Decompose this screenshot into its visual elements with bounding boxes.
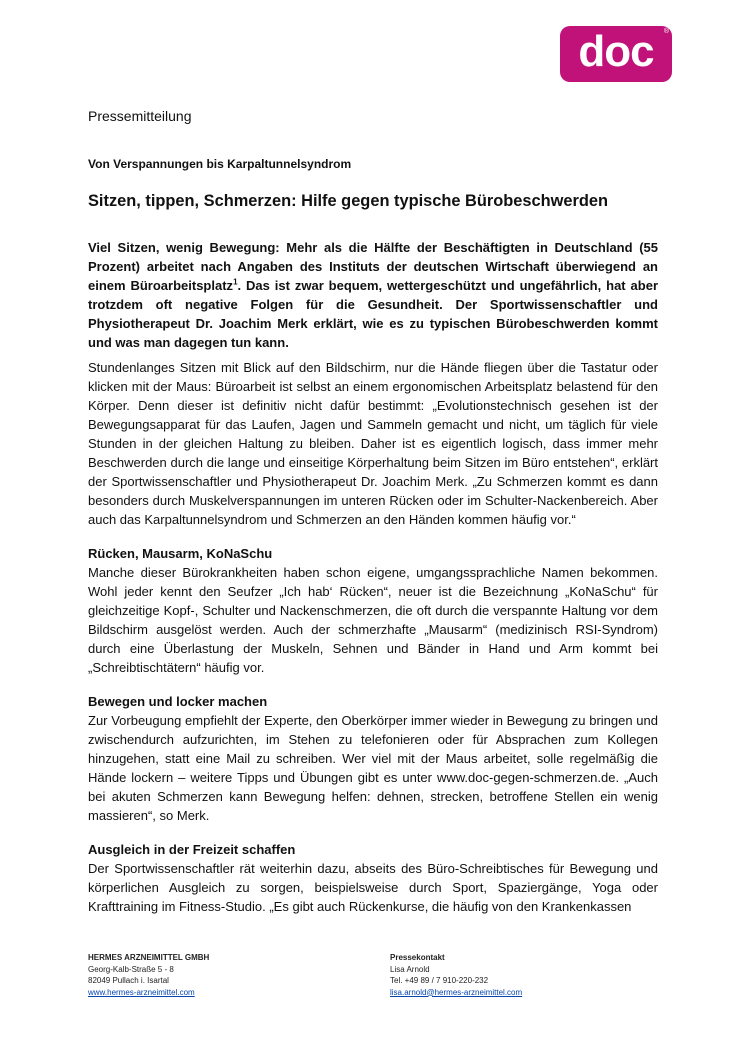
lead-text-2: . Das ist zwar bequem, wettergeschützt und ungefährlich, hat aber trotzdem oft negative Folgen für die Gesundheit. Der Sportwissenschaftler und Physiotherapeut Dr. Joachim Merk erklärt, wie es zu typischen Bürobeschwerden kommt und was man dagegen tun kann. [88, 278, 658, 350]
intro-paragraph: Stundenlanges Sitzen mit Blick auf den Bildschirm, nur die Hände fliegen über die Tastatur oder klicken mit der Maus: Büroarbeit ist selbst an einem ergonomischen Arbeitsplatz belastend für den Körper. Denn dieser ist definitiv nicht dafür bestimmt: „Evolutionstechnisch gesehen ist der Bewegungsapparat für das Laufen, Jagen und Sammeln gemacht und nicht, um täglich für viele Stunden in der gleichen Haltung zu bleiben. Daher ist es eigentlich logisch, dass immer mehr Beschwerden durch die lange und einseitige Körperhaltung beim Sitzen im Büro entstehen“, erklärt der Sportwissenschaftler und Physiotherapeut Dr. Joachim Merk. „Zu Schmerzen kommt es dann besonders durch Muskelverspannungen im unteren Rücken oder im Schulter-Nackenbereich. Aber auch das Karpaltunnelsyndrom und Schmerzen an den Händen kommen häufig vor.“ [88, 360, 658, 527]
section-ruecken [88, 544, 658, 677]
company-name: HERMES ARZNEIMITTEL GMBH [88, 953, 210, 962]
footer-press-contact [390, 952, 522, 998]
page-title: Sitzen, tippen, Schmerzen: Hilfe gegen typische Bürobeschwerden [88, 192, 609, 210]
article-body [88, 358, 658, 931]
section-ausgleich [88, 840, 658, 916]
press-contact-label: Pressekontakt [390, 953, 445, 962]
kicker-heading: Von Verspannungen bis Karpaltunnelsyndrom [88, 157, 352, 171]
contact-name: Lisa Arnold [390, 964, 430, 974]
footer-company [88, 952, 209, 998]
section-bewegen [88, 692, 658, 825]
registered-mark: ® [663, 28, 669, 35]
footnote-marker: 1 [233, 277, 238, 287]
lead-paragraph [88, 238, 658, 352]
doc-logo [560, 26, 672, 82]
company-website-link[interactable]: www.hermes-arzneimittel.com [88, 987, 195, 997]
section-heading: Ausgleich in der Freizeit schaffen [88, 842, 296, 857]
company-street: Georg-Kalb-Straße 5 - 8 [88, 964, 174, 974]
contact-phone: Tel. +49 89 / 7 910-220-232 [390, 976, 489, 985]
company-city: 82049 Pullach i. Isartal [88, 976, 169, 985]
section-heading: Rücken, Mausarm, KoNaSchu [88, 546, 273, 561]
section-heading: Bewegen und locker machen [88, 694, 268, 709]
logo-text: doc [578, 27, 654, 76]
section-text: Zur Vorbeugung empfiehlt der Experte, den Oberkörper immer wieder in Bewegung zu bringen und zwischendurch aufzurichten, im Stehen zu telefonieren oder für Absprachen zum Kollegen hinzugehen, statt eine Mail zu schreiben. Wer viel mit der Maus arbeitet, solle regelmäßig die Hände lockern – weitere Tipps und Übungen gibt es unter www.doc-gegen-schmerzen.de. „Auch bei akuten Schmerzen kann Bewegung helfen: dehnen, strecken, betroffene Stellen ein wenig massieren“, so Merk. [88, 713, 658, 823]
contact-email-link[interactable]: lisa.arnold@hermes-arzneimittel.com [390, 987, 523, 997]
section-text: Manche dieser Bürokrankheiten haben schon eigene, umgangssprachliche Namen bekommen. Wohl jeder kennt den Seufzer „Ich hab‘ Rücken“, neuer ist die Bezeichnung „KoNaSchu“ für gleichzeitige Kopf-, Schulter und Nackenschmerzen, die oft durch die verspannte Haltung vor dem Bildschirm ausgelöst werden. Auch der schmerzhafte „Mausarm“ (medizinisch RSI-Syndrom) durch eine Überlastung der Muskeln, Sehnen und Bänder in Hand und Arm kommt bei „Schreibtischtätern“ häufig vor. [88, 565, 658, 675]
section-text: Der Sportwissenschaftler rät weiterhin dazu, abseits des Büro-Schreibtisches für Bewegung und körperlichen Ausgleich zu sorgen, beispielsweise durch Sport, Spaziergänge, Yoga oder Krafttraining im Fitness-Studio. „Es gibt auch Rückenkurse, die häufig von den Krankenkassen [88, 861, 658, 914]
document-type: Pressemitteilung [88, 108, 192, 124]
lead-text-1: Viel Sitzen, wenig Bewegung: Mehr als die Hälfte der Beschäftigten in Deutschland (55 Prozent) arbeitet nach Angaben des Instituts der deutschen Wirtschaft überwiegend an einem Büroarbeitsplatz [88, 240, 658, 293]
